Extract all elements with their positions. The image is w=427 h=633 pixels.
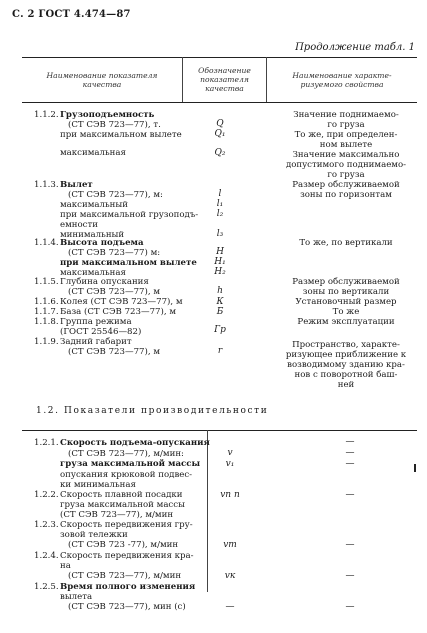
symbol: H [216,247,224,257]
symbol: К [216,297,224,307]
table-continuation-label: Продолжение табл. 1 [295,42,415,53]
column-header-property: Наименование характе- ризуемого свойства [292,71,392,89]
row-number: 1.2.4. [34,551,59,561]
indicator-name: Вылет [60,180,93,190]
property-description: Режим эксплуатации [297,317,395,327]
indicator-text: (ГОСТ 25546—82) [60,327,142,337]
indicator-name: Грузоподъемность [60,110,155,120]
column-header-name: Наименование показателя качества [46,71,158,89]
margin-mark [414,464,416,472]
indicator-text: вылета [60,592,93,602]
indicator-text: груза максимальной массы [60,500,185,510]
indicator-text: зовой тележки [60,530,128,540]
indicator-text: при максимальном вылете [60,258,197,268]
column-header-symbol: Обозначение показателя качества [198,66,251,93]
indicator-name: Скорость передвижения кра- [60,551,194,561]
indicator-text: опускания крюковой подвес- [60,470,193,480]
property-description: Размер обслуживаемой зоны по вертикали [292,277,400,297]
symbol: H₁ [214,257,226,267]
symbol: vп п [220,490,240,500]
row-number: 1.1.4. [34,238,59,248]
indicator-text: груза максимальной массы [60,459,201,469]
indicator-text: максимальная [60,268,126,278]
indicator-text: (СТ СЭВ 723—77), м [68,347,161,357]
row-number: 1.2.1. [34,438,59,448]
row-number: 1.1.9. [34,337,59,347]
indicator-text: (СТ СЭВ 723 -77), м/мин [68,540,179,550]
symbol: Q₂ [214,148,226,158]
indicator-text: (СТ СЭВ 723—77), м/мин [60,510,174,520]
indicator-text: (СТ СЭВ 723—77), мин (с) [68,602,186,612]
row-number: 1.1.2. [34,110,59,120]
indicator-name: Время полного изменения [60,582,196,592]
row-number: 1.2.2. [34,490,59,500]
symbol: Б [216,307,224,317]
indicator-name: Колея (СТ СЭВ 723—77), м [60,297,183,307]
symbol: h [217,286,223,296]
empty-value-dash: — [345,540,355,550]
row-number: 1.1.6. [34,297,59,307]
indicator-text: при максимальной грузоподъ- [60,210,199,220]
symbol: l₁ [216,199,224,209]
symbol: H₂ [214,267,226,277]
row-number: 1.2.5. [34,582,59,592]
indicator-name: Скорость передвижения гру- [60,520,193,530]
indicator-text: максимальная [60,148,126,158]
column-divider-s2 [207,430,208,592]
row-number: 1.1.8. [34,317,59,327]
symbol: Q₁ [214,129,226,139]
table-top-rule [22,57,417,58]
empty-value-dash: — [345,602,355,612]
row-number: 1.1.7. [34,307,59,317]
empty-value-dash: — [345,437,355,447]
indicator-text: минимальный [60,230,125,240]
empty-value-dash: — [225,602,235,612]
indicator-text: на [60,561,71,571]
symbol: Гр [214,325,226,335]
indicator-text: емности [60,220,98,230]
symbol: v₁ [225,459,235,469]
indicator-text: (СТ СЭВ 723—77) м: [68,248,161,258]
indicator-text: (СТ СЭВ 723—77), м: [68,190,163,200]
property-description: Пространство, характе- ризующее приближение к возводимому зданию кра- нов с поворотной баш- ней [285,340,407,390]
property-description: Размер обслуживаемой зоны по горизонтам [292,180,400,200]
indicator-text: (СТ СЭВ 723—77), м/мин [68,571,182,581]
empty-value-dash: — [345,448,355,458]
symbol: v [227,448,233,458]
indicator-text: при максимальном вылете [60,130,182,140]
symbol: l [218,189,222,199]
row-number: 1.1.3. [34,180,59,190]
property-description: То же [332,307,360,317]
indicator-name: Скорость плавной посадки [60,490,183,500]
section-heading: 1.2. Показатели производительности [36,406,269,416]
property-description: Установочный размер [295,297,397,307]
indicator-name: Скорость подъема-опускания [60,438,210,448]
empty-value-dash: — [345,459,355,469]
table-header-rule [22,102,417,103]
indicator-name: Задний габарит [60,337,132,347]
indicator-name: Высота подъема [60,238,144,248]
indicator-name: Группа режима [60,317,132,327]
symbol: Q [216,119,224,129]
indicator-text: (СТ СЭВ 723—77), т. [68,120,161,130]
row-number: 1.2.3. [34,520,59,530]
indicator-text: ки минимальная [60,480,136,490]
indicator-name: Глубина опускания [60,277,149,287]
indicator-text: максимальный [60,200,128,210]
indicator-text: (СТ СЭВ 723—77), м [68,287,161,297]
symbol: l₂ [216,209,224,219]
symbol: l₃ [216,229,224,239]
empty-value-dash: — [345,490,355,500]
page-header: С. 2 ГОСТ 4.474—87 [12,9,131,20]
empty-value-dash: — [345,571,355,581]
symbol: vк [224,571,236,581]
symbol: vт [223,540,237,550]
symbol: r [217,346,223,356]
row-number: 1.1.5. [34,277,59,287]
property-description: Значение поднимаемо- го груза То же, при определен- ном вылете Значение максимально допустимого поднимаемо- го груза [285,110,407,180]
section-rule [22,430,417,431]
indicator-text: (СТ СЭВ 723—77), м/мин: [68,449,184,459]
property-description: То же, по вертикали [299,238,393,248]
indicator-name: База (СТ СЭВ 723—77), м [60,307,177,317]
